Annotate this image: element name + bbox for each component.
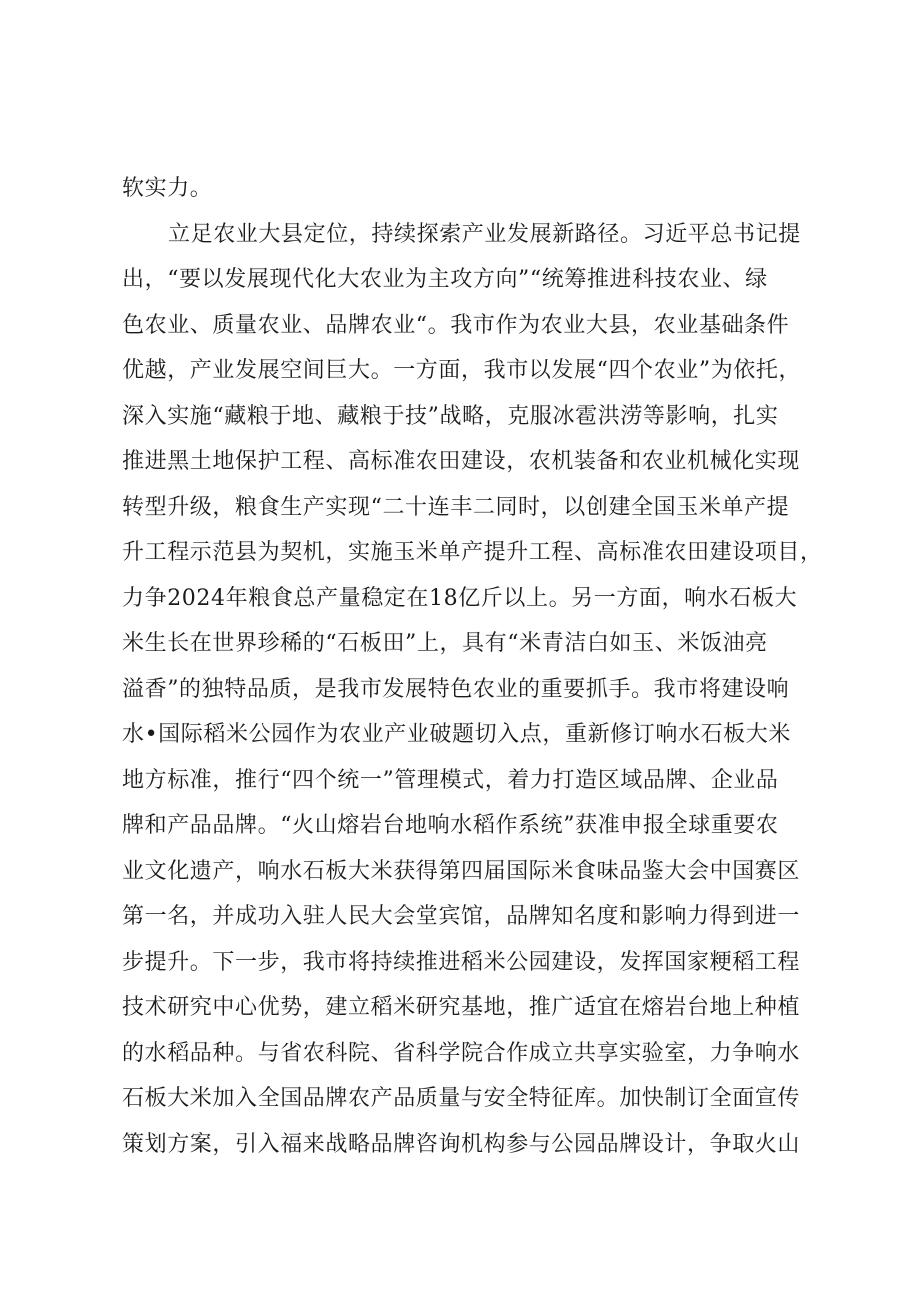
text-line: 升工程示范县为契机，实施玉米单产提升工程、高标准农田建设项目，: [122, 540, 823, 565]
text-line: 业文化遗产，响水石板大米获得第四届国际米食味品鉴大会中国赛区: [122, 858, 801, 884]
text-line: 第一名，并成功入驻人民大会堂宾馆，品牌知名度和影响力得到进一: [122, 904, 801, 929]
text-line: 地方标准，推行“四个统一”管理模式，着力打造区域品牌、企业品: [122, 767, 779, 793]
text-line: 技术研究中心优势，建立稻米研究基地，推广适宜在熔岩台地上种植: [122, 995, 801, 1020]
paragraph-first-line: 立足农业大县定位，持续探索产业发展新路径。习近平总书记提: [168, 221, 801, 247]
text-line: 色农业、质量农业、品牌农业“。我市作为农业大县，农业基础条件: [122, 312, 790, 338]
text-line: 步提升。下一步，我市将持续推进稻米公园建设，发挥国家粳稻工程: [122, 949, 801, 975]
text-line: 优越，产业发展空间巨大。一方面，我市以发展“四个农业”为依托，: [122, 358, 802, 383]
text-line: 软实力。: [122, 176, 213, 201]
text-line: 石板大米加入全国品牌农产品质量与安全特征库。加快制订全面宣传: [122, 1086, 801, 1111]
text-line: 深入实施“藏粮于地、藏粮于技”战略，克服冰雹洪涝等影响，扎实: [122, 403, 779, 429]
text-line: 出，“要以发展现代化大农业为主攻方向”“统筹推进科技农业、绿: [122, 267, 768, 292]
text-line: 策划方案，引入福来战略品牌咨询机构参与公园品牌设计，争取火山: [122, 1131, 801, 1157]
text-line: 牌和产品品牌。“火山熔岩台地响水稻作系统”获准申报全球重要农: [122, 813, 779, 838]
text-line: 力争2024年粮食总产量稳定在18亿斤以上。另一方面，响水石板大: [122, 585, 798, 611]
text-line: 转型升级，粮食生产实现“二十连丰二同时，以创建全国玉米单产提: [122, 494, 790, 520]
text-line: 水•国际稻米公园作为农业产业破题切入点，重新修订响水石板大米: [122, 722, 791, 747]
document-body: [122, 166, 823, 1167]
text-line: 米生长在世界珍稀的“石板田”上，具有“米青洁白如玉、米饭油亮: [122, 631, 768, 656]
text-line: 溢香”的独特品质，是我市发展特色农业的重要抓手。我市将建设响: [122, 676, 790, 702]
text-line: 推进黑土地保护工程、高标准农田建设，农机装备和农业机械化实现: [122, 449, 801, 474]
text-line: 的水稻品种。与省农科院、省科学院合作成立共享实验室，力争响水: [122, 1040, 801, 1066]
